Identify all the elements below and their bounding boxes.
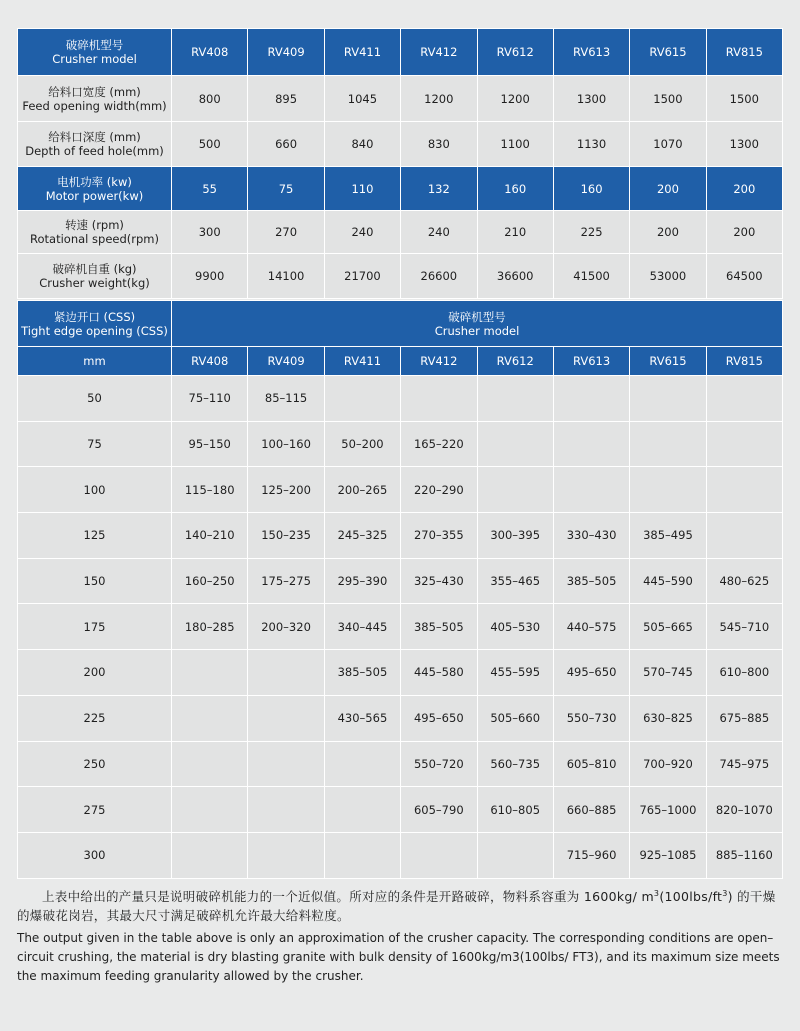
spec-value-cell: 200 xyxy=(630,211,706,254)
label-zh: 给料口宽度 (mm) xyxy=(48,84,141,99)
capacity-value-cell: 745–975 xyxy=(706,741,782,787)
capacity-value-cell: 630–825 xyxy=(630,695,706,741)
capacity-value-cell: 480–625 xyxy=(706,558,782,604)
spec-row-label xyxy=(18,76,172,122)
label-en: Crusher model xyxy=(52,52,137,66)
spec-value-cell: 9900 xyxy=(172,254,248,299)
capacity-value-cell: 180–285 xyxy=(172,604,248,650)
spec-value-cell: 225 xyxy=(553,211,629,254)
label-zh: 破碎机自重 (kg) xyxy=(52,262,137,276)
spec-value-cell: 895 xyxy=(248,76,324,122)
spec-value-cell: 160 xyxy=(477,167,553,211)
capacity-value-cell xyxy=(324,741,400,787)
capacity-value-cell: 405–530 xyxy=(477,604,553,650)
label-en: Feed opening width(mm) xyxy=(22,98,167,113)
spec-value-cell: 240 xyxy=(401,211,477,254)
capacity-value-cell xyxy=(324,376,400,422)
label-zh: 给料口深度 (mm) xyxy=(48,130,141,144)
spec-value-cell: 160 xyxy=(553,167,629,211)
capacity-value-cell: 125–200 xyxy=(248,467,324,513)
capacity-value-cell xyxy=(248,832,324,878)
spec-value-cell: 1070 xyxy=(630,122,706,167)
note-zh-part1: 上表中给出的产量只是说明破碎机能力的一个近似值。所对应的条件是开路破碎，物料系容重为 1600kg/ m xyxy=(42,889,654,904)
capacity-value-cell: 715–960 xyxy=(553,832,629,878)
capacity-value-cell: 385–505 xyxy=(553,558,629,604)
capacity-value-cell: 140–210 xyxy=(172,513,248,559)
capacity-value-cell: 550–730 xyxy=(553,695,629,741)
capacity-row xyxy=(18,376,783,422)
capacity-value-cell: 200–320 xyxy=(248,604,324,650)
capacity-value-cell: 925–1085 xyxy=(630,832,706,878)
capacity-value-cell xyxy=(706,376,782,422)
capacity-value-cell xyxy=(172,741,248,787)
spec-row-label xyxy=(18,254,172,299)
spec-value-cell: 36600 xyxy=(477,254,553,299)
capacity-value-cell: 675–885 xyxy=(706,695,782,741)
capacity-row xyxy=(18,787,783,833)
capacity-value-cell xyxy=(706,421,782,467)
spec-row xyxy=(18,254,783,299)
capacity-value-cell xyxy=(630,467,706,513)
spec-value-cell: 21700 xyxy=(324,254,400,299)
spec-value-cell: 26600 xyxy=(401,254,477,299)
spec-row-label xyxy=(18,167,172,211)
css-value-cell: 50 xyxy=(18,376,172,422)
capacity-value-cell: 610–800 xyxy=(706,650,782,696)
label-zh: 转速 (rpm) xyxy=(65,218,124,232)
crusher-spec-table xyxy=(17,28,783,299)
spec-row xyxy=(18,167,783,211)
crusher-model-header xyxy=(172,301,783,347)
label-en: Crusher model xyxy=(434,323,520,338)
capacity-value-cell xyxy=(172,787,248,833)
spec-value-cell: 1100 xyxy=(477,122,553,167)
capacity-value-cell: 700–920 xyxy=(630,741,706,787)
spec-row xyxy=(18,122,783,167)
capacity-value-cell: 505–665 xyxy=(630,604,706,650)
capacity-value-cell: 495–650 xyxy=(401,695,477,741)
capacity-value-cell: 75–110 xyxy=(172,376,248,422)
capacity-value-cell: 385–505 xyxy=(324,650,400,696)
model-header-cell: RV411 xyxy=(324,29,400,76)
capacity-value-cell: 560–735 xyxy=(477,741,553,787)
capacity-value-cell: 820–1070 xyxy=(706,787,782,833)
model-header-cell: RV411 xyxy=(324,347,400,376)
spec-value-cell: 210 xyxy=(477,211,553,254)
capacity-row xyxy=(18,558,783,604)
unit-label: mm xyxy=(18,347,172,376)
capacity-value-cell: 100–160 xyxy=(248,421,324,467)
spec-value-cell: 840 xyxy=(324,122,400,167)
capacity-value-cell: 50–200 xyxy=(324,421,400,467)
css-value-cell: 225 xyxy=(18,695,172,741)
label-en: Tight edge opening (CSS) xyxy=(21,323,168,338)
capacity-value-cell: 340–445 xyxy=(324,604,400,650)
capacity-value-cell xyxy=(706,513,782,559)
spec-header-row xyxy=(18,29,783,76)
capacity-value-cell: 385–495 xyxy=(630,513,706,559)
capacity-row xyxy=(18,513,783,559)
spec-row-label xyxy=(18,211,172,254)
capacity-value-cell: 295–390 xyxy=(324,558,400,604)
spec-row xyxy=(18,76,783,122)
css-value-cell: 175 xyxy=(18,604,172,650)
spec-value-cell: 270 xyxy=(248,211,324,254)
label-en: Depth of feed hole(mm) xyxy=(25,144,164,158)
model-header-cell: RV615 xyxy=(630,347,706,376)
capacity-value-cell xyxy=(630,421,706,467)
capacity-value-cell xyxy=(630,376,706,422)
capacity-value-cell xyxy=(401,376,477,422)
capacity-value-cell: 245–325 xyxy=(324,513,400,559)
spec-value-cell: 830 xyxy=(401,122,477,167)
capacity-value-cell: 330–430 xyxy=(553,513,629,559)
capacity-value-cell: 545–710 xyxy=(706,604,782,650)
capacity-value-cell: 95–150 xyxy=(172,421,248,467)
label-en: Motor power(kw) xyxy=(45,188,144,203)
capacity-value-cell: 605–790 xyxy=(401,787,477,833)
capacity-value-cell xyxy=(477,832,553,878)
capacity-value-cell: 605–810 xyxy=(553,741,629,787)
capacity-value-cell xyxy=(553,421,629,467)
capacity-value-cell xyxy=(248,741,324,787)
css-value-cell: 300 xyxy=(18,832,172,878)
capacity-value-cell xyxy=(706,467,782,513)
spec-value-cell: 1200 xyxy=(401,76,477,122)
model-header-cell: RV408 xyxy=(172,29,248,76)
spec-value-cell: 75 xyxy=(248,167,324,211)
capacity-value-cell: 430–565 xyxy=(324,695,400,741)
capacity-value-cell: 165–220 xyxy=(401,421,477,467)
capacity-value-cell xyxy=(324,832,400,878)
crusher-capacity-table xyxy=(17,300,783,879)
capacity-value-cell xyxy=(553,467,629,513)
capacity-value-cell: 765–1000 xyxy=(630,787,706,833)
capacity-value-cell: 270–355 xyxy=(401,513,477,559)
model-header-cell: RV412 xyxy=(401,29,477,76)
capacity-value-cell xyxy=(172,650,248,696)
capacity-row xyxy=(18,604,783,650)
capacity-value-cell: 85–115 xyxy=(248,376,324,422)
label-en: Crusher weight(kg) xyxy=(39,276,150,290)
spec-value-cell: 200 xyxy=(706,167,782,211)
spec-value-cell: 660 xyxy=(248,122,324,167)
css-value-cell: 100 xyxy=(18,467,172,513)
css-value-cell: 125 xyxy=(18,513,172,559)
capacity-row xyxy=(18,695,783,741)
note-english: The output given in the table above is only an approximation of the crusher capacity. The corresponding conditions are open–circuit crushing, the material is dry blasting granite with bulk density of 1600kg/m3(100lbs/ FT3), and its maximum size meets the maximum feeding granularity allowed by the crusher. xyxy=(17,931,780,983)
spec-value-cell: 41500 xyxy=(553,254,629,299)
note-zh-sup1: 3 xyxy=(653,888,660,898)
label-zh: 破碎机型号 xyxy=(448,309,506,324)
capacity-value-cell: 325–430 xyxy=(401,558,477,604)
capacity-row xyxy=(18,741,783,787)
spec-value-cell: 1045 xyxy=(324,76,400,122)
capacity-row xyxy=(18,832,783,878)
capacity-value-cell: 175–275 xyxy=(248,558,324,604)
capacity-header-row xyxy=(18,301,783,347)
spec-value-cell: 1200 xyxy=(477,76,553,122)
spec-value-cell: 200 xyxy=(706,211,782,254)
model-header-cell: RV409 xyxy=(248,347,324,376)
crusher-model-header xyxy=(18,29,172,76)
model-header-cell: RV612 xyxy=(477,347,553,376)
capacity-value-cell: 660–885 xyxy=(553,787,629,833)
capacity-value-cell: 505–660 xyxy=(477,695,553,741)
model-header-cell: RV409 xyxy=(248,29,324,76)
css-value-cell: 75 xyxy=(18,421,172,467)
capacity-value-cell: 570–745 xyxy=(630,650,706,696)
model-header-cell: RV815 xyxy=(706,29,782,76)
capacity-value-cell: 160–250 xyxy=(172,558,248,604)
capacity-notes xyxy=(17,887,783,986)
spec-value-cell: 64500 xyxy=(706,254,782,299)
capacity-value-cell: 550–720 xyxy=(401,741,477,787)
spec-value-cell: 1300 xyxy=(553,76,629,122)
model-header-cell: RV412 xyxy=(401,347,477,376)
capacity-value-cell: 220–290 xyxy=(401,467,477,513)
capacity-value-cell: 455–595 xyxy=(477,650,553,696)
label-en: Rotational speed(rpm) xyxy=(30,232,159,246)
capacity-value-cell xyxy=(324,787,400,833)
capacity-value-cell xyxy=(553,376,629,422)
capacity-row xyxy=(18,421,783,467)
model-header-cell: RV612 xyxy=(477,29,553,76)
capacity-value-cell: 610–805 xyxy=(477,787,553,833)
model-header-cell: RV615 xyxy=(630,29,706,76)
capacity-value-cell xyxy=(477,376,553,422)
capacity-value-cell: 385–505 xyxy=(401,604,477,650)
spec-value-cell: 200 xyxy=(630,167,706,211)
capacity-value-cell: 355–465 xyxy=(477,558,553,604)
spec-value-cell: 1130 xyxy=(553,122,629,167)
spec-value-cell: 53000 xyxy=(630,254,706,299)
spec-value-cell: 1500 xyxy=(630,76,706,122)
capacity-value-cell: 885–1160 xyxy=(706,832,782,878)
label-zh: 破碎机型号 xyxy=(65,38,124,52)
spec-value-cell: 1300 xyxy=(706,122,782,167)
capacity-value-cell xyxy=(248,787,324,833)
model-header-cell: RV613 xyxy=(553,347,629,376)
capacity-value-cell xyxy=(172,832,248,878)
css-value-cell: 150 xyxy=(18,558,172,604)
model-header-cell: RV815 xyxy=(706,347,782,376)
label-zh: 电机功率 (kw) xyxy=(57,174,132,189)
css-value-cell: 200 xyxy=(18,650,172,696)
capacity-value-cell: 300–395 xyxy=(477,513,553,559)
spec-row xyxy=(18,211,783,254)
capacity-value-cell: 115–180 xyxy=(172,467,248,513)
spec-value-cell: 300 xyxy=(172,211,248,254)
capacity-value-cell: 440–575 xyxy=(553,604,629,650)
capacity-value-cell xyxy=(477,421,553,467)
capacity-value-cell xyxy=(401,832,477,878)
note-zh-part2: (100lbs/ft xyxy=(659,889,723,904)
spec-value-cell: 500 xyxy=(172,122,248,167)
capacity-value-cell xyxy=(172,695,248,741)
capacity-row xyxy=(18,467,783,513)
label-zh: 紧边开口 (CSS) xyxy=(53,309,136,324)
css-value-cell: 250 xyxy=(18,741,172,787)
capacity-value-cell xyxy=(248,650,324,696)
spec-value-cell: 1500 xyxy=(706,76,782,122)
model-header-cell: RV613 xyxy=(553,29,629,76)
spec-value-cell: 55 xyxy=(172,167,248,211)
capacity-value-cell: 150–235 xyxy=(248,513,324,559)
note-zh-part3: ) 的干燥的爆破花岗岩，其最大尺寸满足破碎机允许最大给料粒度。 xyxy=(17,889,776,923)
spec-value-cell: 14100 xyxy=(248,254,324,299)
note-chinese xyxy=(17,887,783,925)
css-value-cell: 275 xyxy=(18,787,172,833)
spec-value-cell: 240 xyxy=(324,211,400,254)
spec-value-cell: 110 xyxy=(324,167,400,211)
capacity-value-cell: 445–580 xyxy=(401,650,477,696)
model-header-cell: RV408 xyxy=(172,347,248,376)
capacity-value-cell: 445–590 xyxy=(630,558,706,604)
note-zh-sup2: 3 xyxy=(722,888,728,898)
css-header xyxy=(18,301,172,347)
capacity-row xyxy=(18,650,783,696)
capacity-value-cell xyxy=(248,695,324,741)
spec-value-cell: 800 xyxy=(172,76,248,122)
capacity-value-cell xyxy=(477,467,553,513)
capacity-value-cell: 495–650 xyxy=(553,650,629,696)
capacity-value-cell: 200–265 xyxy=(324,467,400,513)
spec-row-label xyxy=(18,122,172,167)
spec-value-cell: 132 xyxy=(401,167,477,211)
capacity-model-row xyxy=(18,347,783,376)
